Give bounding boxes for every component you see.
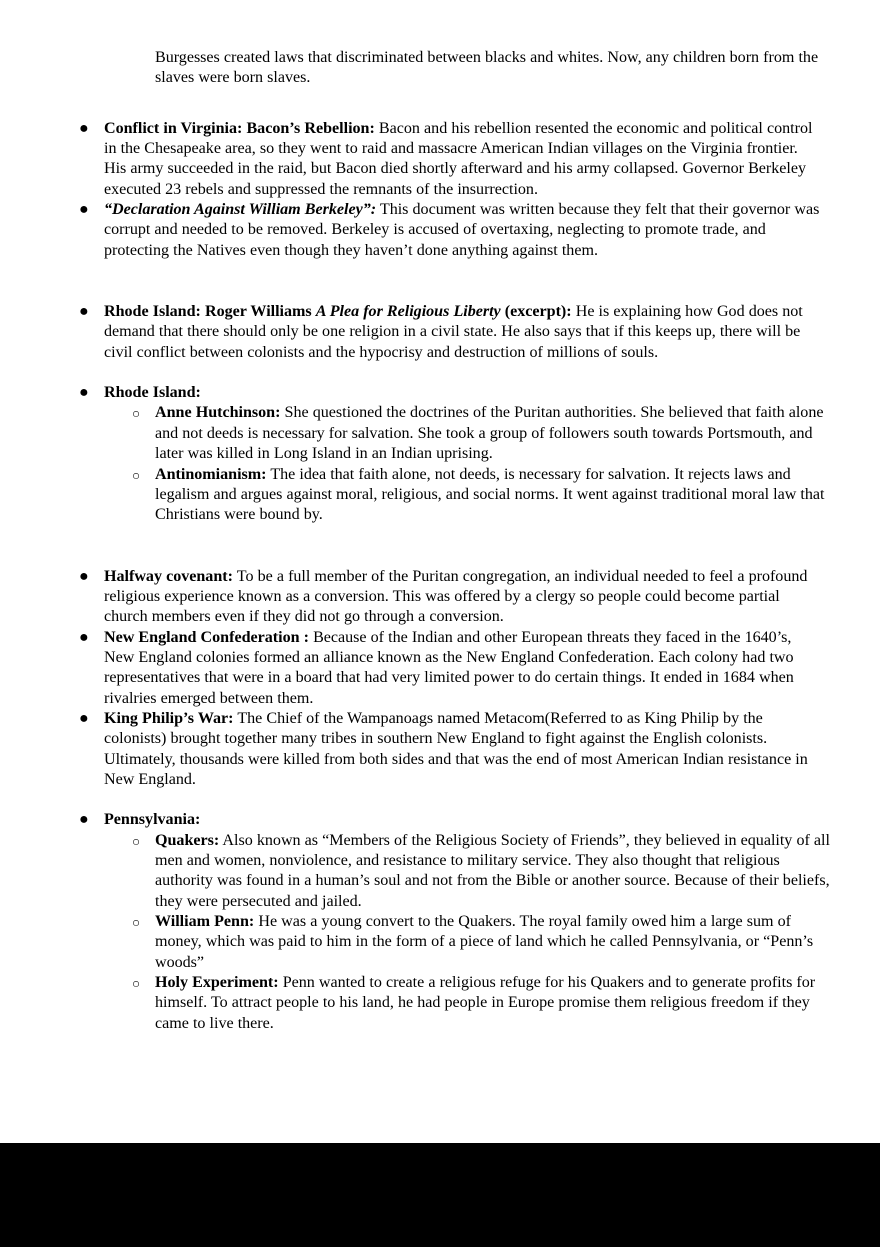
term-label: Holy Experiment: [155, 974, 279, 992]
bullet-marker-icon: ● [79, 303, 89, 321]
list-item-content [104, 568, 807, 626]
sub-list-item-content [155, 974, 815, 1032]
list-item-content [104, 710, 808, 788]
bullet-marker-icon: ● [79, 119, 89, 137]
sub-list-item-holy-experiment [0, 973, 880, 1034]
sub-list-item-content [155, 913, 813, 971]
bullet-marker-icon: ● [79, 811, 89, 829]
list-item-king-philips-war [0, 709, 880, 790]
sub-list-item-antinomianism [0, 465, 880, 526]
sub-list-item-content [155, 404, 823, 462]
list-item-content [104, 629, 794, 707]
term-definition: She questioned the doctrines of the Puritan authorities. She believed that faith alone and not deeds is necessary for salvation. She took a group of followers south towards Portsmouth, and later was killed in Long Island in an Indian uprising. [155, 404, 824, 463]
bullet-marker-icon: ● [79, 628, 89, 646]
list-item-halfway-covenant [0, 567, 880, 628]
term-definition: The idea that faith alone, not deeds, is necessary for salvation. It rejects laws and legalism and argues against moral, religious, and social norms. It went against traditional moral law that Christians were bound by. [155, 465, 825, 524]
spacer [0, 790, 880, 810]
work-title: A Plea for Religious Liberty [315, 303, 501, 321]
list-item-rhode-island [0, 383, 880, 403]
term-definition: The Chief of the Wampanoags named Metacom(Referred to as King Philip by the colonists) brought together many tribes in southern New England to fight against the English colonists. Ultimately, thousands were killed from both sides and that was the end of most American Indian resistance in New England. [104, 709, 808, 788]
list-item-roger-williams-plea [0, 302, 880, 363]
sub-bullet-marker-icon: ○ [132, 833, 141, 849]
term-label: Antinomianism: [155, 465, 267, 483]
term-label: King Philip’s War: [104, 709, 234, 727]
list-item-content [104, 120, 812, 198]
term-definition: Because of the Indian and other European threats they faced in the 1640’s, New England colonies formed an alliance known as the New England Confederation. Each colony had two representatives that were in a board that had very limited power to do certain things. It ended in 1684 when rivalries emerged between them. [104, 628, 794, 707]
term-label: “Declaration Against William Berkeley”: [104, 201, 377, 219]
term-definition: To be a full member of the Puritan congregation, an individual needed to feel a profound religious experience known as a conversion. This was offered by a clergy so people could become partial church members even if they did not go through a conversion. [104, 567, 808, 626]
list-item-content [104, 384, 201, 401]
term-definition: This document was written because they felt that their governor was corrupt and needed to be removed. Berkeley is accused of overtaxing, neglecting to promote trade, and protecting the Natives even though they haven’t done anything against them. [104, 201, 820, 259]
term-label: Rhode Island: [104, 384, 201, 402]
term-label-suffix: (excerpt): [500, 303, 572, 321]
sub-bullet-marker-icon: ○ [132, 976, 141, 992]
term-definition: Penn wanted to create a religious refuge for his Quakers and to generate profits for himself. To attract people to his land, he had people in Europe promise them religious freedom if they came to live there. [155, 974, 816, 1032]
sub-list-item-anne-hutchinson [0, 403, 880, 464]
term-label: Quakers: [155, 831, 220, 849]
term-label: William Penn: [155, 913, 255, 931]
list-item-new-england-confederation [0, 628, 880, 709]
term-definition: He is explaining how God does not demand that there should only be one religion in a civil state. He also says that if this keeps up, there will be civil conflict between colonists and the hypocrisy and destruction of millions of souls. [104, 303, 803, 361]
list-item-declaration-against-berkeley [0, 200, 880, 261]
sub-bullet-marker-icon: ○ [132, 915, 141, 931]
term-label: Halfway covenant: [104, 567, 233, 585]
term-label: Anne Hutchinson: [155, 404, 281, 422]
list-item-content [104, 811, 200, 828]
term-label: New England Confederation : [104, 628, 309, 646]
list-item-content [104, 303, 803, 361]
spacer [0, 261, 880, 302]
term-definition: Also known as “Members of the Religious Society of Friends”, they believed in equality of all men and women, nonviolence, and resistance to military service. They also thought that religious authority was found in a human’s soul and not from the Bible or another source. Because of their beliefs, they were persecuted and jailed. [155, 831, 830, 910]
bullet-marker-icon: ● [79, 709, 89, 727]
term-label: Conflict in Virginia: Bacon’s Rebellion: [104, 119, 375, 137]
term-definition: He was a young convert to the Quakers. The royal family owed him a large sum of money, which was paid to him in the form of a piece of land which he called Pennsylvania, or “Penn’s woods” [155, 913, 814, 971]
page-bottom-band [0, 1143, 880, 1247]
bullet-marker-icon: ● [79, 201, 89, 219]
bullet-marker-icon: ● [79, 567, 89, 585]
intro-paragraph: Burgesses created laws that discriminated between blacks and whites. Now, any children born from the slaves were born slaves. [155, 49, 819, 87]
term-label: Pennsylvania: [104, 811, 201, 829]
bullet-marker-icon: ● [79, 384, 89, 402]
list-item-bacons-rebellion [0, 119, 880, 200]
sub-list-item-content [155, 466, 825, 524]
spacer [0, 89, 880, 119]
sub-bullet-marker-icon: ○ [132, 406, 141, 422]
list-item-pennsylvania [0, 810, 880, 830]
sub-list-item-quakers [0, 831, 880, 912]
term-label-prefix: Rhode Island: Roger Williams [104, 303, 316, 321]
sub-bullet-marker-icon: ○ [132, 467, 141, 483]
spacer [0, 363, 880, 383]
sub-list-item-william-penn [0, 912, 880, 973]
term-definition: Bacon and his rebellion resented the economic and political control in the Chesapeake area, so they went to raid and massacre American Indian villages on the Virginia frontier. His army succeeded in the raid, but Bacon died shortly afterward and his army collapsed. Governor Berkeley executed 23 rebels and suppressed the remnants of the insurrection. [104, 119, 813, 198]
spacer [0, 526, 880, 567]
list-item-content [104, 201, 819, 259]
sub-list-item-content [155, 832, 830, 910]
